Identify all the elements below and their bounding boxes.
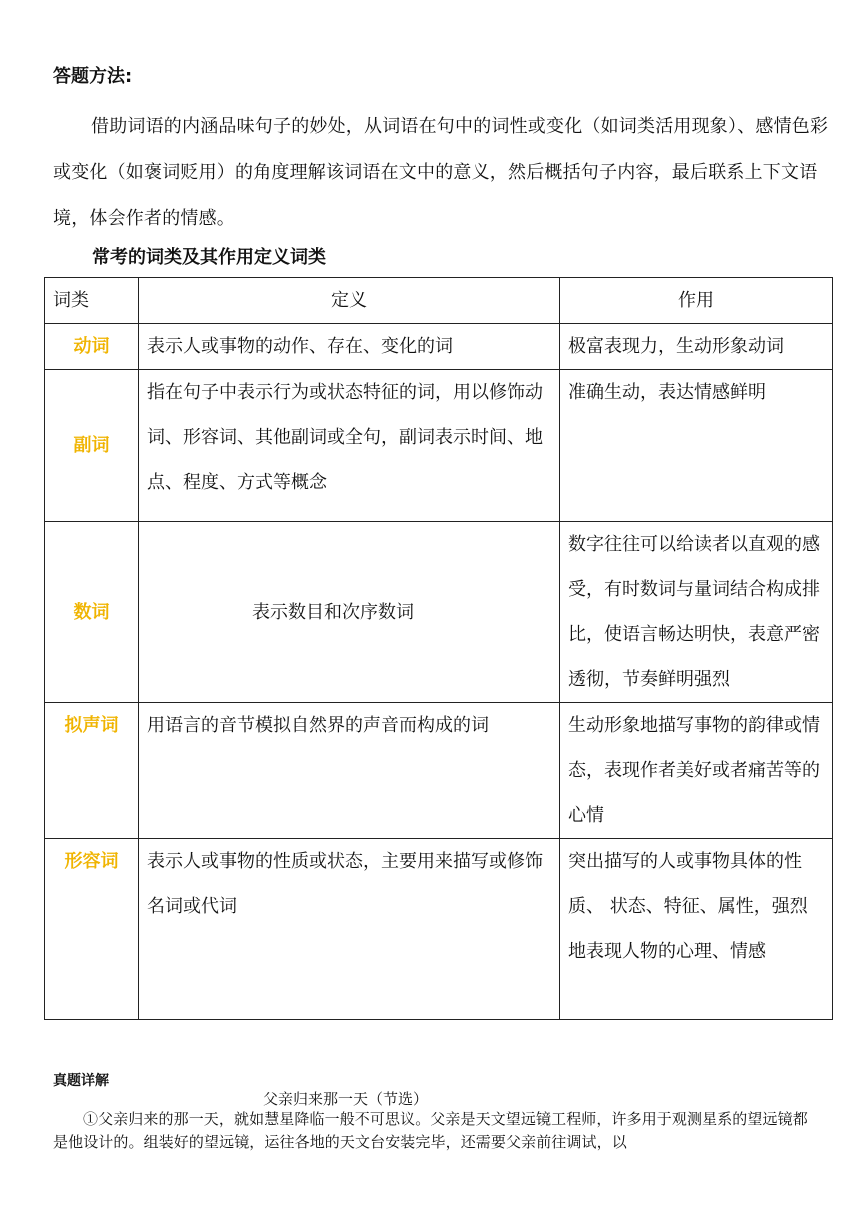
row-effect: 生动形象地描写事物的韵律或情态，表现作者美好或者痛苦等的心情	[560, 703, 833, 839]
table-row	[45, 703, 833, 839]
story-paragraph: ①父亲归来的那一天，就如慧星降临一般不可思议。父亲是天文望远镜工程师，许多用于观测星系的望远镜都是他设计的。组装好的望远镜，运往各地的天文台安装完毕，还需要父亲前往调试，以	[53, 1110, 808, 1151]
example-heading: 真题详解	[53, 1073, 109, 1089]
table-row	[45, 324, 833, 370]
row-definition: 指在句子中表示行为或状态特征的词，用以修饰动词、形容词、其他副词或全句，副词表示时间、地点、程度、方式等概念	[139, 370, 560, 522]
header-type: 词类	[45, 278, 139, 324]
row-definition: 用语言的音节模拟自然界的声音而构成的词	[139, 703, 560, 839]
table-row	[45, 839, 833, 1020]
row-type: 副词	[45, 370, 139, 522]
table-title: 常考的词类及其作用定义词类	[92, 247, 326, 268]
header-effect: 作用	[560, 278, 833, 324]
row-definition: 表示人或事物的动作、存在、变化的词	[139, 324, 560, 370]
row-type: 数词	[45, 522, 139, 703]
row-effect: 极富表现力，生动形象动词	[560, 324, 833, 370]
table-header-row	[45, 278, 833, 324]
method-paragraph: 借助词语的内涵品味句子的妙处，从词语在句中的词性或变化（如词类活用现象）、感情色彩或变化（如褒词贬用）的角度理解该词语在文中的意义，然后概括句子内容，最后联系上下文语境，体会作者的情感。	[53, 116, 829, 229]
row-effect: 数字往往可以给读者以直观的感受，有时数词与量词结合构成排比，使语言畅达明快，表意严密透彻，节奏鲜明强烈	[560, 522, 833, 703]
row-effect: 准确生动，表达情感鲜明	[560, 370, 833, 522]
row-type: 形容词	[45, 839, 139, 1020]
word-class-table	[44, 277, 833, 1020]
row-definition: 表示数目和次序数词	[139, 522, 560, 703]
table-row	[45, 370, 833, 522]
row-type: 拟声词	[45, 703, 139, 839]
header-definition: 定义	[139, 278, 560, 324]
story-title: 父亲归来那一天（节选）	[263, 1090, 429, 1108]
row-definition: 表示人或事物的性质或状态，主要用来描写或修饰名词或代词	[139, 839, 560, 1020]
table-row	[45, 522, 833, 703]
row-type: 动词	[45, 324, 139, 370]
method-heading: 答题方法:	[53, 66, 133, 87]
row-effect: 突出描写的人或事物具体的性质、 状态、特征、属性，强烈地表现人物的心理、情感	[560, 839, 833, 1020]
